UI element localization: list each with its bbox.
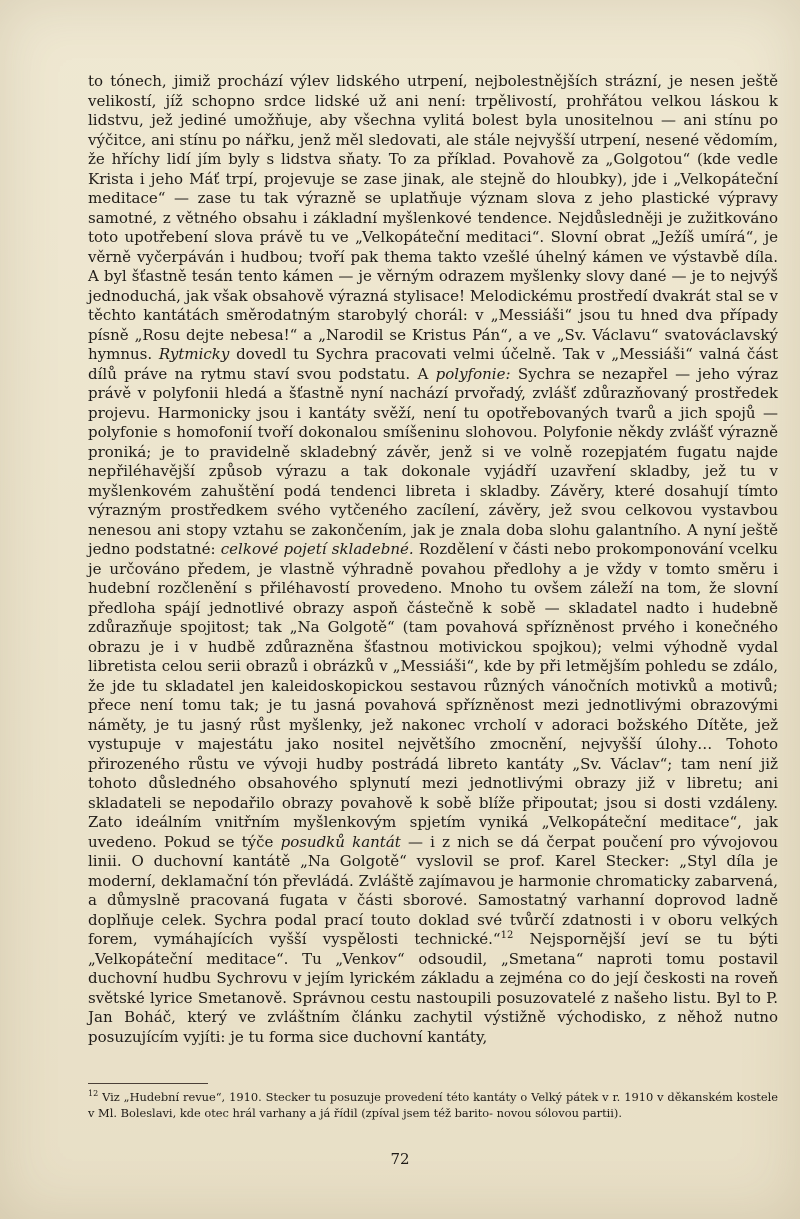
emphasis-posudku-kantat: posudků kantát	[280, 832, 401, 851]
footnote-marker: 12	[88, 1089, 99, 1099]
text-run: Nejspornější jeví se tu býti „Velkopáteční meditace“. Tu „Venkov“ odsoudil, „Smetana“ naproti tomu postavil duchovní hudbu Sychrovu v jejím lyrickém základu a zejména co do její českosti na roveň světské lyrice Smetanově. Správnou cestu nastoupili posuzovatelé z našeho listu. Byl to P. Jan Boháč, který ve zvláštním článku zachytil výstižně východisko, z něhož nutno posuzujícím vyjíti: je tu forma sice duchovní kantáty,	[88, 930, 779, 1046]
text-run: — i z nich se dá čerpat poučení pro vývojovou linii. O duchovní kantátě „Na Golgotě“ vyslovil se prof. Karel Stecker: „Styl díla je moderní, deklamační tón převládá. Zvláště zajímavou je harmonie chromaticky zabarvená, a důmyslně pracovaná fugata v části sborové. Samostatný varhanní doprovod ladně doplňuje celek. Sychra podal prací touto doklad své tvůrčí zdatnosti i v oboru velkých forem, vymáhajících vyšší vyspělosti technické.“	[88, 832, 778, 948]
emphasis-polyfonie: polyfonie:	[435, 364, 511, 383]
page-number: 72	[390, 1150, 410, 1168]
footnote-reference: 12	[500, 930, 514, 941]
footnote-divider	[88, 1083, 208, 1084]
body-text	[88, 72, 778, 1047]
text-run: Sychra se nezapřel — jeho výraz právě v polyfonii hledá a šťastně nyní nachází prvořadý, zvlášť zdůrazňovaný prostředek projevu. Harmonicky jsou i kantáty svěží, není tu opotřebovaných tvarů a jich spojů — polyfonie s homofonií tvoří dokonalou smíšeninu slohovou. Polyfonie někdy zvlášť výrazně proniká; je to pravidelně skladebný závěr, jenž si ve volně rozepjatém fugatu najde nepřiléhavější způsob výrazu a tak dokonale vyjádří uzavření skladby, jež tu v myšlenkovém zahuštění podá tendenci libreta i skladby. Závěry, které dosahují tímto výrazným prostředkem svého vytčeného zacílení, závěry, jež svou celkovou vystavbou nenesou ani stopy vztahu se zakončením, jak je znala doba slohu galantního. A nyní ještě jedno podstatné:	[88, 364, 778, 558]
main-paragraph	[88, 72, 778, 1047]
text-run: to tónech, jimiž prochází výlev lidského utrpení, nejbolestnějších strázní, je nesen ještě velikostí, jíž schopno srdce lidské už ani není: trpělivostí, prohřátou velkou láskou k lidstvu, jež jediné umožňuje, aby všechna vylitá bolest byla unositelnou — ani stínu po výčitce, ani stínu po nářku, jenž měl sledovati, ale stále nejvyšší utrpení, nesené vědomím, že hříchy lidí jím byly s lidstva sňaty. To za příklad. Povahově za „Golgotou“ (kde vedle Krista i jeho Máť trpí, projevuje se zase jinak, ale stejně do hloubky), jde i „Velkopáteční meditace“ — zase tu tak výrazně se uplatňuje význam slova z jeho plastické výpravy samotné, z větného obsahu i základní myšlenkové tendence. Nejdůsledněji je zužitkováno toto upotřebení slova právě tu ve „Velkopáteční meditaci“. Slovní obrat „Ježíš umírá“, je věrně vyčerpáván i hudbou; tvoří pak thema takto vzešlé úhelný kámen ve výstavbě díla. A byl šťastně tesán tento kámen — je věrným odrazem myšlenky slovy dané — je to nejvýš jednoduchá, jak však obsahově výrazná stylisace! Melodickému prostředí dvakrát stal se v těchto kantátách směrodatným starobylý chorál: v „Messiáši“ jsou tu hned dva případy písně „Rosu dejte nebesa!“ a „Narodil se Kristus Pán“, a ve „Sv. Václavu“ svatováclavský hymnus.	[88, 72, 778, 363]
text-run: dovedl tu Sychra pracovati velmi účelně. Tak v „Messiáši“ valná část dílů práve na rytmu staví svou podstatu. A	[88, 345, 778, 383]
footnote-text: Viz „Hudební revue“, 1910. Stecker tu posuzuje provedení této kantáty o Velký pátek v r. 1910 v děkanském kostele v Ml. Boleslavi, kde otec hrál varhany a já řídil (zpíval jsem též barito- novou sólovou partii).	[88, 1090, 778, 1120]
emphasis-rytmicky: Rytmicky	[158, 345, 230, 363]
emphasis-celkove-pojeti: celkové pojetí skladebné.	[220, 540, 414, 558]
footnote	[88, 1090, 778, 1121]
text-run: Rozdělení v části nebo prokomponování vcelku je určováno předem, je vlastně výhradně povahou předlohy a je vždy v tomto směru i hudební rozčlenění s přiléhavostí provedeno. Mnoho tu ovšem záleží na tom, že slovní předloha spájí jednotlivé obrazy aspoň částečně k sobě — skladatel nadto i hudebně zdůrazňuje spojitost; tak „Na Golgotě“ (tam povahová spřízněnost prvého i konečného obrazu je i v hudbě zdůrazněna šťastnou motivickou spojkou); velmi výhodně vydal libretista celou serii obrazů i obrázků v „Messiáši“, kde by při letmějším pohledu se zdálo, že jde tu skladatel jen kaleidoskopickou sestavou různých vánočních motivků a motivů; přece není tomu tak; je tu jasná povahová spřízněnost mezi jednotlivými obrazovými náměty, je tu jasný růst myšlenky, jež nakonec vrcholí v adoraci božského Dítěte, jež vystupuje v majestátu jako nositel největšího zmocnění, nejvyšší úlohy… Tohoto přirozeného růstu ve vývoji hudby postrádá libreto kantáty „Sv. Václav“; tam není již tohoto důsledného obsahového splynutí mezi jednotlivými obrazy již v libretu; ani skladateli se nepodařilo obrazy povahově k sobě blíže připoutat; jsou si dosti vzdáleny. Zato ideálním vnitřním myšlenkovým spjetím vyniká „Velkopáteční meditace“, jak uvedeno. Pokud se týče	[88, 540, 778, 851]
